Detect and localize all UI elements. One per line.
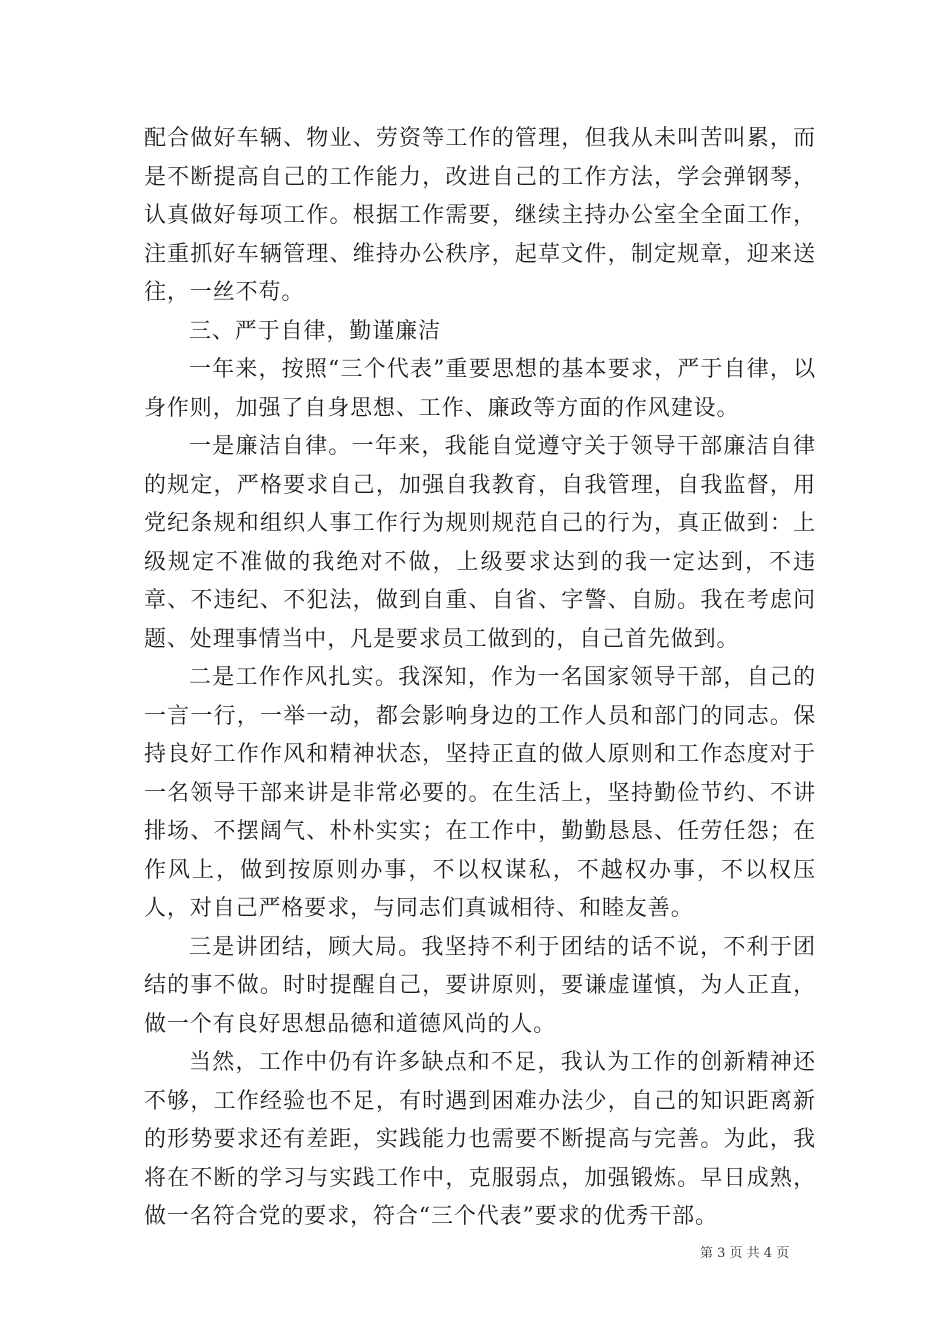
- page-number-footer: 第 3 页 共 4 页: [700, 1246, 790, 1261]
- paragraph-unity: 三是讲团结，顾大局。我坚持不利于团结的话不说，不利于团结的事不做。时时提醒自己，要讲原则，要谦虚谨慎，为人正直，做一个有良好思想品德和道德风尚的人。: [144, 934, 816, 1037]
- paragraph-integrity: 一是廉洁自律。一年来，我能自觉遵守关于领导干部廉洁自律的规定，严格要求自己，加强自我教育，自我管理，自我监督，用党纪条规和组织人事工作行为规则规范自己的行为，真正做到：上级规定不准做的我绝对不做，上级要求达到的我一定达到，不违章、不违纪、不犯法，做到自重、自省、字警、自励。我在考虑问题、处理事情当中，凡是要求员工做到的，自己首先做到。: [144, 434, 816, 652]
- paragraph-conclusion: 当然，工作中仍有许多缺点和不足，我认为工作的创新精神还不够，工作经验也不足，有时遇到困难办法少，自己的知识距离新的形势要求还有差距，实践能力也需要不断提高与完善。为此，我将在不断的学习与实践工作中，克服弱点，加强锻炼。早日成熟，做一名符合党的要求，符合“三个代表”要求的优秀干部。: [144, 1050, 816, 1229]
- paragraph-intro: 一年来，按照“三个代表”重要思想的基本要求，严于自律，以身作则，加强了自身思想、工作、廉政等方面的作风建设。: [144, 357, 816, 421]
- document-body: [144, 120, 816, 1237]
- paragraph-continuation: 配合做好车辆、物业、劳资等工作的管理，但我从未叫苦叫累，而是不断提高自己的工作能力，改进自己的工作方法，学会弹钢琴，认真做好每项工作。根据工作需要，继续主持办公室全全面工作，注重抓好车辆管理、维持办公秩序，起草文件，制定规章，迎来送往，一丝不苟。: [144, 126, 816, 305]
- section-heading: 三、严于自律，勤谨廉洁: [189, 318, 441, 344]
- paragraph-work-style: 二是工作作风扎实。我深知，作为一名国家领导干部，自己的一言一行，一举一动，都会影响身边的工作人员和部门的同志。保持良好工作作风和精神状态，坚持正直的做人原则和工作态度对于一名领导干部来讲是非常必要的。在生活上，坚持勤俭节约、不讲排场、不摆阔气、朴朴实实；在工作中，勤勤恳恳、任劳任怨；在作风上，做到按原则办事，不以权谋私，不越权办事，不以权压人，对自己严格要求，与同志们真诚相待、和睦友善。: [144, 665, 816, 921]
